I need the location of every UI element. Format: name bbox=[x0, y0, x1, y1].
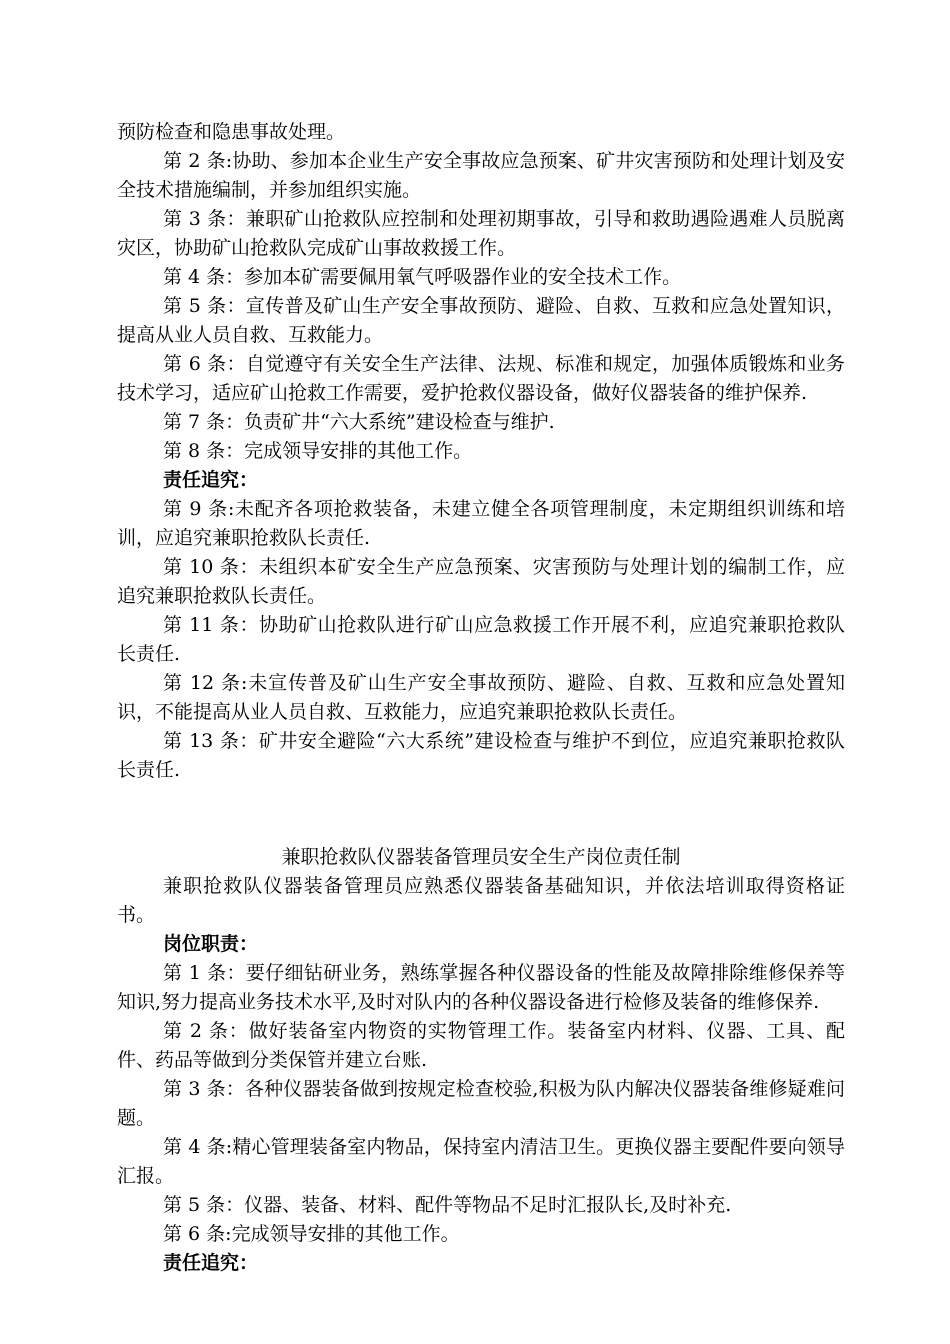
clause-paragraph: 兼职抢救队仪器装备管理员应熟悉仪器装备基础知识，并依法培训取得资格证书。 bbox=[117, 875, 845, 926]
section-heading: 责任追究： bbox=[163, 469, 259, 491]
clause-paragraph: 第 3 条：各种仪器装备做到按规定检查校验,积极为队内解决仪器装备维修疑难问题。 bbox=[117, 1078, 845, 1129]
section-title: 兼职抢救队仪器装备管理员安全生产岗位责任制 bbox=[281, 846, 681, 868]
clause-paragraph: 第 3 条：兼职矿山抢救队应控制和处理初期事故，引导和救助遇险遇难人员脱离灾区，协助矿山抢救队完成矿山事故救援工作。 bbox=[117, 208, 845, 259]
clause-paragraph: 第 11 条：协助矿山抢救队进行矿山应急救援工作开展不利，应追究兼职抢救队长责任. bbox=[117, 614, 845, 665]
section-captain-duties bbox=[117, 118, 845, 785]
clause-paragraph: 第 5 条：宣传普及矿山生产安全事故预防、避险、自救、互救和应急处置知识，提高从业人员自救、互救能力。 bbox=[117, 295, 845, 346]
clause-paragraph: 预防检查和隐患事故处理。 bbox=[117, 121, 346, 143]
clause-paragraph: 第 10 条：未组织本矿安全生产应急预案、灾害预防与处理计划的编制工作，应追究兼职抢救队长责任。 bbox=[117, 556, 845, 607]
document-page bbox=[117, 118, 845, 1278]
clause-paragraph: 第 2 条：做好装备室内物资的实物管理工作。装备室内材料、仪器、工具、配件、药品等做到分类保管并建立台账. bbox=[117, 1020, 845, 1071]
clause-paragraph: 第 2 条:协助、参加本企业生产安全事故应急预案、矿井灾害预防和处理计划及安全技术措施编制，并参加组织实施。 bbox=[117, 150, 845, 201]
clause-paragraph: 第 6 条:完成领导安排的其他工作。 bbox=[163, 1223, 460, 1245]
clause-paragraph: 第 5 条：仪器、装备、材料、配件等物品不足时汇报队长,及时补充. bbox=[163, 1194, 732, 1216]
clause-paragraph: 第 13 条：矿井安全避险“六大系统”建设检查与维护不到位，应追究兼职抢救队长责任. bbox=[117, 730, 845, 781]
section-heading: 岗位职责： bbox=[163, 933, 259, 955]
clause-paragraph: 第 4 条:精心管理装备室内物品，保持室内清洁卫生。更换仪器主要配件要向领导汇报。 bbox=[117, 1136, 845, 1187]
clause-paragraph: 第 6 条：自觉遵守有关安全生产法律、法规、标准和规定，加强体质锻炼和业务技术学习，适应矿山抢救工作需要，爱护抢救仪器设备，做好仪器装备的维护保养. bbox=[117, 353, 845, 404]
clause-paragraph: 第 9 条:未配齐各项抢救装备，未建立健全各项管理制度，未定期组织训练和培训，应追究兼职抢救队长责任. bbox=[117, 498, 845, 549]
section-equipment-manager-duties bbox=[117, 872, 845, 1278]
section-heading: 责任追究： bbox=[163, 1252, 259, 1274]
clause-paragraph: 第 7 条：负责矿井“六大系统”建设检查与维护. bbox=[163, 411, 555, 433]
clause-paragraph: 第 4 条：参加本矿需要佩用氧气呼吸器作业的安全技术工作。 bbox=[163, 266, 682, 288]
clause-paragraph: 第 8 条：完成领导安排的其他工作。 bbox=[163, 440, 473, 462]
clause-paragraph: 第 1 条：要仔细钻研业务，熟练掌握各种仪器设备的性能及故障排除维修保养等知识,努力提高业务技术水平,及时对队内的各种仪器设备进行检修及装备的维修保养. bbox=[117, 962, 845, 1013]
clause-paragraph: 第 12 条:未宣传普及矿山生产安全事故预防、避险、自救、互救和应急处置知识，不能提高从业人员自救、互救能力，应追究兼职抢救队长责任。 bbox=[117, 672, 845, 723]
